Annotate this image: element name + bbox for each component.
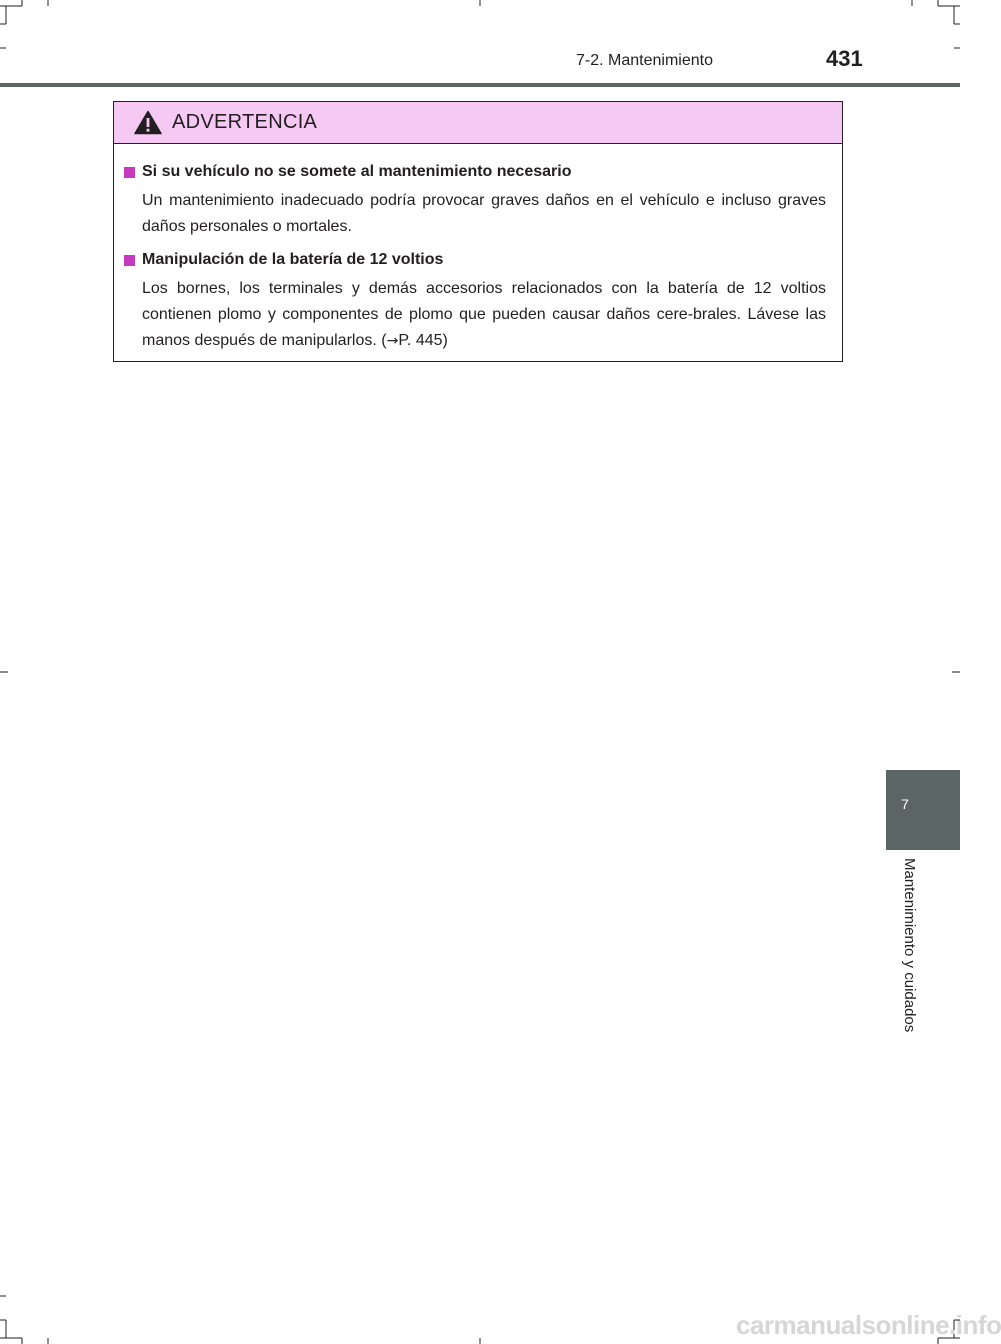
section-title: 7-2. Mantenimiento <box>576 52 713 69</box>
warning-item-maintenance <box>124 160 826 240</box>
item-text-body: Los bornes, los terminales y demás accesorios relacionados con la batería de 12 voltios contienen plomo y componentes de plomo que pueden causar daños cere-brales. Lávese las manos después de manipularlos. ( <box>142 280 826 349</box>
square-bullet-icon <box>124 167 135 178</box>
watermark: carmanualsonline.info <box>736 1310 1001 1340</box>
item-text: Un mantenimiento inadecuado podría provocar graves daños en el vehículo e incluso graves daños personales o mortales. <box>142 192 826 235</box>
warning-box <box>113 101 843 362</box>
warning-header <box>114 102 842 144</box>
item-heading: Manipulación de la batería de 12 voltios <box>142 251 444 268</box>
warning-body <box>114 144 842 354</box>
item-text <box>142 276 826 354</box>
arrow-right-icon: → <box>386 333 399 349</box>
warning-triangle-icon <box>134 110 162 135</box>
square-bullet-icon <box>124 255 135 266</box>
warning-item-battery <box>124 248 826 354</box>
header-rule <box>0 83 960 87</box>
page-number: 431 <box>826 46 863 71</box>
chapter-number: 7 <box>901 796 909 812</box>
warning-title: ADVERTENCIA <box>172 111 318 133</box>
page-reference-link[interactable]: P. 445) <box>398 332 448 349</box>
chapter-tab <box>886 770 960 850</box>
item-heading: Si su vehículo no se somete al mantenimiento necesario <box>142 163 572 180</box>
chapter-label: Mantenimiento y cuidados <box>901 858 918 1033</box>
